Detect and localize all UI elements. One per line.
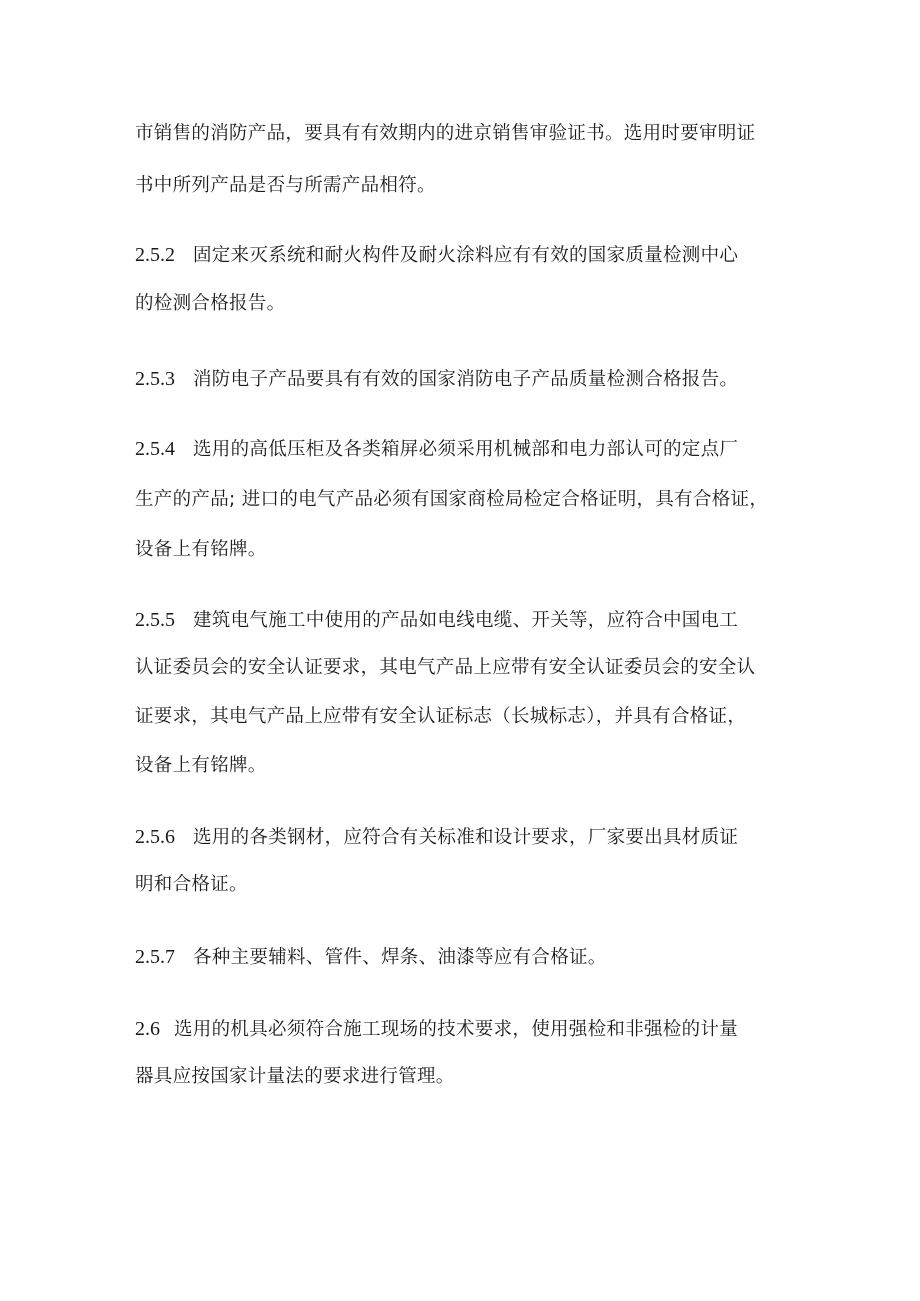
section-2-5-2-line-1: [135, 243, 738, 268]
section-2-5-4-line-1: [135, 437, 738, 462]
section-text: 固定来灭系统和耐火构件及耐火涂料应有有效的国家质量检测中心: [193, 245, 739, 266]
section-number: 2.5.4: [135, 438, 175, 460]
section-text: 各种主要辅料、管件、焊条、油漆等应有合格证。: [193, 947, 607, 968]
section-2-5-5-line-1: [135, 608, 738, 633]
intro-line-2: 书中所列产品是否与所需产品相符。: [135, 175, 436, 196]
section-2-5-6-line-2: 明和合格证。: [135, 874, 248, 895]
section-2-5-5-line-2: 认证委员会的安全认证要求，其电气产品上应带有安全认证委员会的安全认: [135, 657, 756, 678]
section-number: 2.5.6: [135, 826, 175, 848]
section-2-6-line-1: [135, 1017, 738, 1042]
section-2-5-4-line-2: 生产的产品; 进口的电气产品必须有国家商检局检定合格证明，具有合格证，: [135, 489, 769, 510]
section-text: 选用的机具必须符合施工现场的技术要求，使用强检和非强检的计量: [174, 1019, 739, 1040]
section-2-5-5-line-4: 设备上有铭牌。: [135, 755, 267, 776]
section-text: 消防电子产品要具有有效的国家消防电子产品质量检测合格报告。: [193, 369, 739, 390]
section-2-5-4-line-3: 设备上有铭牌。: [135, 539, 267, 560]
section-2-5-2-line-2: 的检测合格报告。: [135, 293, 286, 314]
section-number: 2.5.5: [135, 609, 175, 631]
section-number: 2.5.7: [135, 946, 175, 968]
section-number: 2.6: [135, 1018, 160, 1040]
section-number: 2.5.2: [135, 244, 175, 266]
section-2-5-6-line-1: [135, 825, 738, 850]
intro-line-1: 市销售的消防产品，要具有有效期内的进京销售审验证书。选用时要审明证: [135, 123, 756, 144]
section-number: 2.5.3: [135, 368, 175, 390]
section-2-6-line-2: 器具应按国家计量法的要求进行管理。: [135, 1066, 455, 1087]
section-2-5-5-line-3: 证要求，其电气产品上应带有安全认证标志（长城标志），并具有合格证，: [135, 706, 747, 727]
section-text: 建筑电气施工中使用的产品如电线电缆、开关等，应符合中国电工: [193, 610, 739, 631]
section-text: 选用的各类钢材，应符合有关标准和设计要求，厂家要出具材质证: [193, 827, 739, 848]
section-text: 选用的高低压柜及各类箱屏必须采用机械部和电力部认可的定点厂: [193, 439, 739, 460]
section-2-5-7-line-1: [135, 945, 607, 970]
section-2-5-3-line-1: [135, 367, 738, 392]
